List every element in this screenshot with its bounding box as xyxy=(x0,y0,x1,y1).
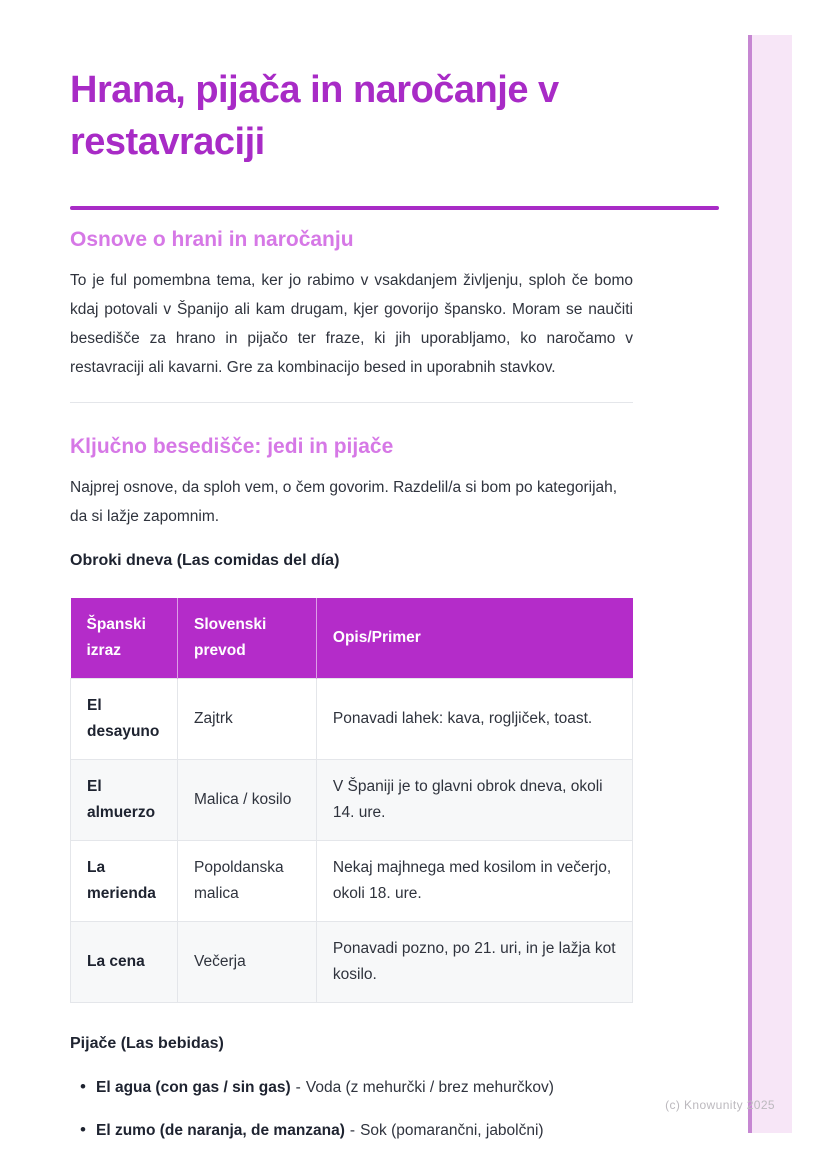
cell-description: Ponavadi pozno, po 21. uri, in je lažja kot kosilo. xyxy=(316,922,632,1003)
table-row xyxy=(71,760,633,841)
meals-table xyxy=(70,598,633,1003)
table-row xyxy=(71,679,633,760)
cell-description: V Španiji je to glavni obrok dneva, okoli 14. ure. xyxy=(316,760,632,841)
title-rule xyxy=(70,206,719,210)
document-content xyxy=(70,0,633,1161)
cell-slovenian: Malica / kosilo xyxy=(177,760,316,841)
watermark: (c) Knowunity 2025 xyxy=(665,1098,775,1112)
drink-definition: Sok (pomarančni, jabolčni) xyxy=(360,1122,544,1139)
cell-spanish-term: La merienda xyxy=(71,841,178,922)
cell-spanish-term: El desayuno xyxy=(71,679,178,760)
drinks-list xyxy=(70,1075,633,1144)
table-row xyxy=(71,922,633,1003)
drink-term: El zumo (de naranja, de manzana) xyxy=(96,1122,345,1139)
table-header-description: Opis/Primer xyxy=(316,598,632,679)
drinks-subheading: Pijače (Las bebidas) xyxy=(70,1035,224,1052)
cell-slovenian: Večerja xyxy=(177,922,316,1003)
cell-description: Nekaj majhnega med kosilom in večerjo, okoli 18. ure. xyxy=(316,841,632,922)
page-title: Hrana, pijača in naročanje v restavraciji xyxy=(70,69,559,163)
intro-paragraph: To je ful pomembna tema, ker jo rabimo v vsakdanjem življenju, sploh če bomo kdaj potovali v Španijo ali kam drugam, kjer govorijo špansko. Moram se naučiti besedišče za hrano in pijačo ter fraze, ki jih uporabljamo, ko naročamo v restavraciji ali kavarni. Gre za kombinacijo besed in uporabnih stavkov. xyxy=(70,272,633,376)
dash-separator: - xyxy=(295,1079,301,1096)
meals-table-header xyxy=(71,598,633,679)
table-row xyxy=(71,841,633,922)
cell-slovenian: Popoldanska malica xyxy=(177,841,316,922)
drink-term: El agua (con gas / sin gas) xyxy=(96,1079,291,1096)
table-header-row xyxy=(71,598,633,679)
cell-description: Ponavadi lahek: kava, rogljiček, toast. xyxy=(316,679,632,760)
dash-separator: - xyxy=(349,1122,356,1139)
cell-spanish-term: El almuerzo xyxy=(71,760,178,841)
page-accent-strip xyxy=(748,35,792,1133)
cell-slovenian: Zajtrk xyxy=(177,679,316,760)
section-divider xyxy=(70,402,633,403)
table-header-slovenian: Slovenski prevod xyxy=(177,598,316,679)
drink-definition: Voda (z mehurčki / brez mehurčkov) xyxy=(305,1079,554,1096)
section-heading-osnove: Osnove o hrani in naročanju xyxy=(70,228,354,251)
vocab-paragraph: Najprej osnove, da sploh vem, o čem govorim. Razdelil/a si bom po kategorijah, da si lažje zapomnim. xyxy=(70,479,618,525)
table-header-spanish: Španski izraz xyxy=(71,598,178,679)
section-heading-besedisce: Ključno besedišče: jedi in pijače xyxy=(70,435,394,458)
meals-subheading: Obroki dneva (Las comidas del día) xyxy=(70,552,340,569)
cell-spanish-term: La cena xyxy=(71,922,178,1003)
list-item xyxy=(96,1118,633,1144)
list-item xyxy=(96,1075,633,1101)
